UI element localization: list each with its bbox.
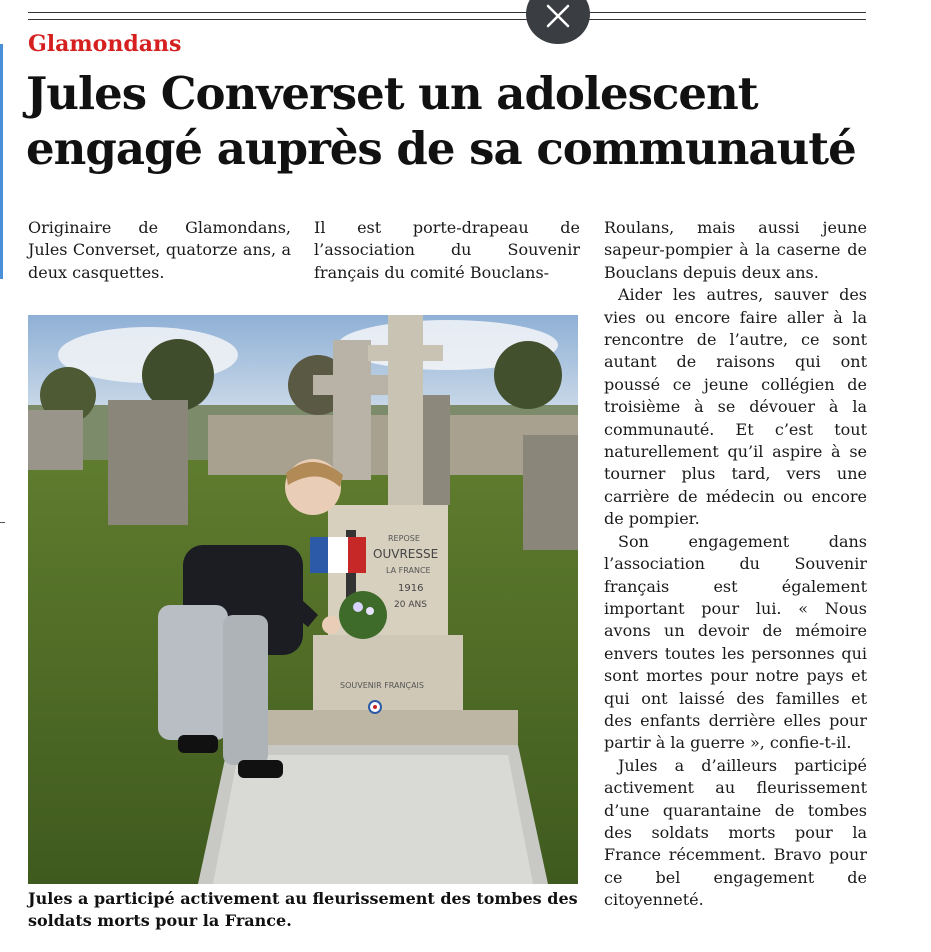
close-icon (546, 4, 570, 28)
paragraph: Aider les autres, sauver des vies ou encore faire aller à la rencontre de l’autre, ce sont autant de raisons qui ont poussé ce jeune collégien de troisième à se dévouer à la communauté. Et c’est tout naturellement qu’il aspire à se tourner plus tard, vers une carrière de médecin ou encore de pompier. (604, 285, 867, 529)
article-column-3 (604, 217, 867, 912)
top-rule-1 (28, 12, 866, 13)
plaque-text: SOUVENIR FRANÇAIS (340, 681, 424, 690)
margin-tick (0, 522, 5, 523)
paragraph: Il est porte-drapeau de l’association du Souvenir français du comité Bouclans- (314, 218, 580, 282)
article-column-1 (28, 217, 291, 284)
paragraph: Son engagement dans l’association du Souvenir français est également important pour lui. « Nous avons un devoir de mémoire envers toutes les personnes qui sont mortes pour notre pays et qui ont laissé des familles et des enfants derrière elles pour partir à la guerre », confie-t-il. (604, 531, 867, 753)
paragraph: Roulans, mais aussi jeune sapeur-pompier à la caserne de Bouclans depuis deux ans. (604, 218, 867, 282)
close-button[interactable] (526, 0, 590, 44)
paragraph: Jules a d’ailleurs participé activement au fleurissement d’une quarantaine de tombes des soldats morts pour la France récemment. Bravo pour ce bel engagement de citoyenneté. (604, 755, 867, 910)
left-accent-bar (0, 44, 3, 279)
photo-caption: Jules a participé activement au fleurissement des tombes des soldats morts pour la France. (28, 889, 578, 930)
paragraph: Originaire de Glamondans, Jules Converset, quatorze ans, a deux casquettes. (28, 218, 291, 282)
inscription-line: LA FRANCE (386, 566, 431, 575)
inscription-line: REPOSE (388, 534, 420, 543)
inscription-line: 1916 (398, 583, 424, 594)
top-rule-2 (28, 19, 866, 20)
inscription-line: OUVRESSE (373, 547, 439, 561)
inscription-line: 20 ANS (394, 600, 427, 610)
article-column-2 (314, 217, 580, 284)
cemetery-photo-illustration (28, 315, 578, 884)
section-label: Glamondans (28, 31, 182, 57)
article-photo (28, 315, 578, 884)
headline: Jules Converset un adolescent engagé auprès de sa communauté (26, 67, 856, 175)
